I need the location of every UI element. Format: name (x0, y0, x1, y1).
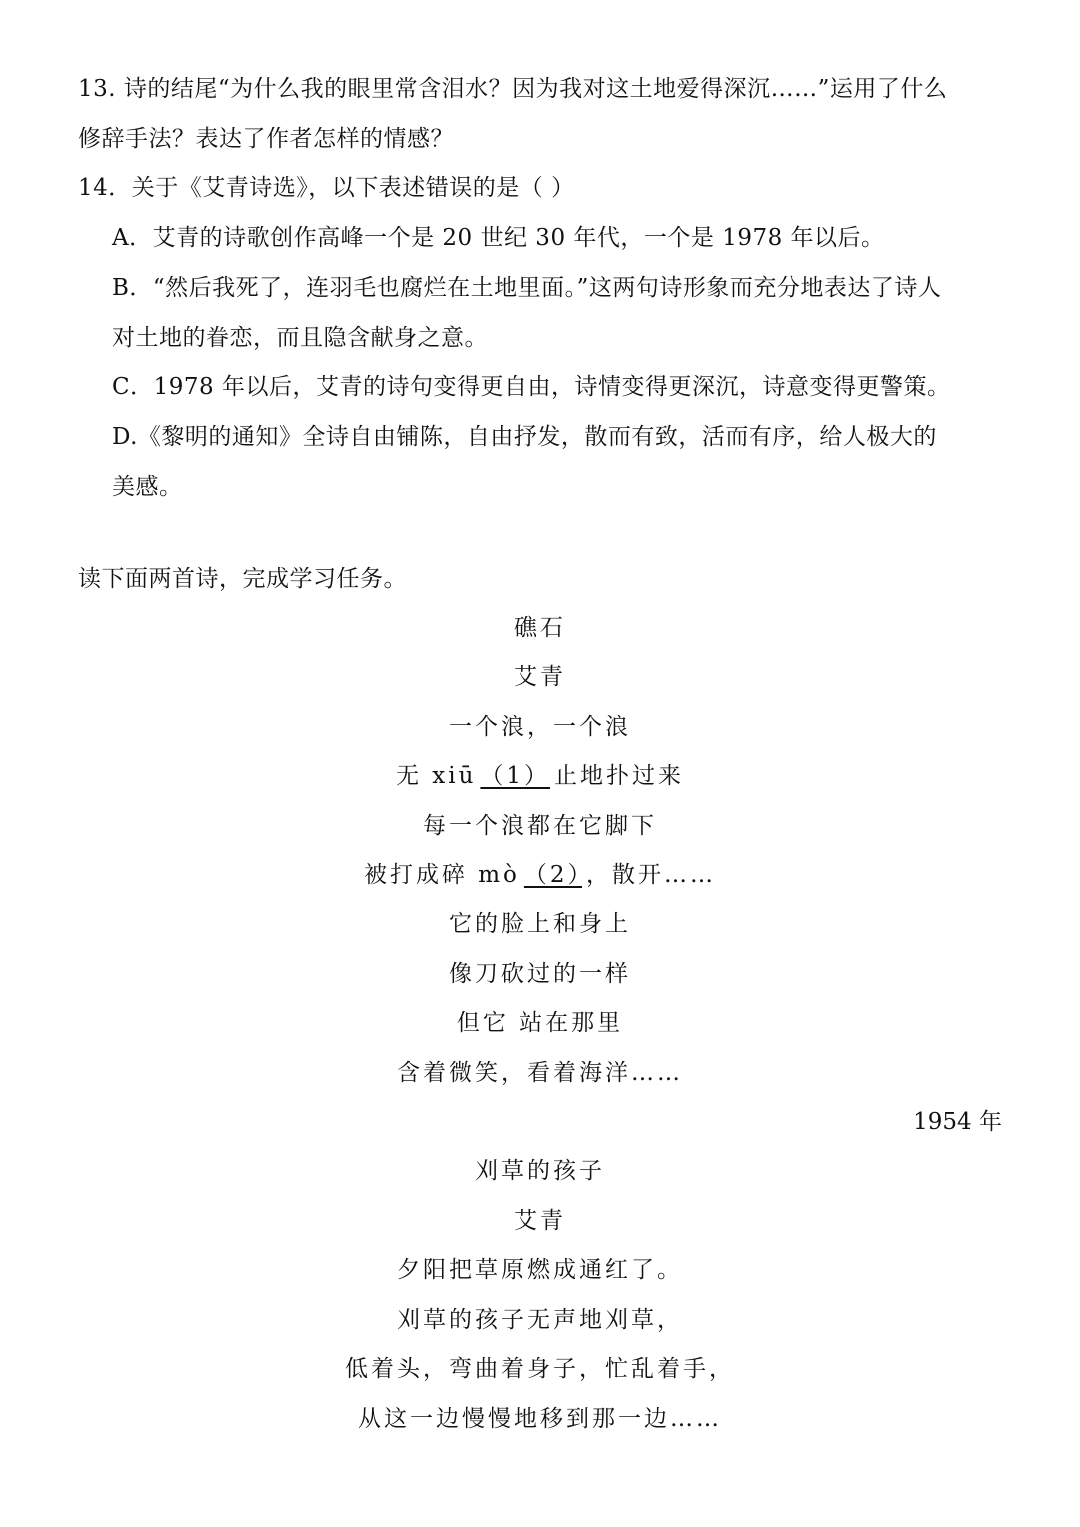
reading-instruction: 读下面两首诗，完成学习任务。 (78, 566, 407, 592)
poem-1-line-4 (0, 860, 1080, 890)
poem-1-author: 艾青 (514, 664, 566, 690)
option-b-line-2: 对土地的眷恋，而且隐含献身之意。 (112, 325, 488, 351)
poem-1-line-4-post: ，散开…… (586, 862, 717, 888)
poem-2-line-1: 夕阳把草原燃成通红了。 (397, 1257, 683, 1283)
poem-1-line-6: 像刀砍过的一样 (449, 961, 631, 987)
poem-1-line-1: 一个浪，一个浪 (449, 714, 631, 740)
poem-1-line-3: 每一个浪都在它脚下 (423, 813, 657, 839)
option-d-line-1: D.《黎明的通知》全诗自由铺陈，自由抒发，散而有致，活而有序，给人极大的 (112, 424, 937, 450)
blank-2: （2） (523, 862, 583, 888)
poem-2-line-4: 从这一边慢慢地移到那一边…… (358, 1406, 722, 1432)
poem-1-line-5: 它的脸上和身上 (449, 911, 631, 937)
question-13-line-1: 13. 诗的结尾“为什么我的眼里常含泪水？因为我对这土地爱得深沉……”运用了什么 (78, 76, 948, 102)
poem-1-line-2-post: 止地扑过来 (554, 763, 685, 789)
poem-1-line-2 (0, 761, 1080, 791)
poem-1-line-7: 但它 站在那里 (456, 1010, 624, 1036)
poem-2-line-2: 刈草的孩子无声地刈草， (397, 1307, 683, 1333)
option-a: A．艾青的诗歌创作高峰一个是 20 世纪 30 年代，一个是 1978 年以后。 (112, 225, 885, 251)
poem-2-title: 刈草的孩子 (475, 1158, 605, 1184)
option-b-line-1: B．“然后我死了，连羽毛也腐烂在土地里面。”这两句诗形象而充分地表达了诗人 (112, 275, 942, 301)
question-13-line-2: 修辞手法？表达了作者怎样的情感？ (78, 126, 454, 152)
poem-1-line-4-pre: 被打成碎 mò (363, 862, 520, 888)
poem-1-title: 礁石 (514, 615, 566, 641)
poem-1-line-2-pre: 无 xiū (395, 763, 477, 789)
poem-1-line-8: 含着微笑，看着海洋…… (397, 1060, 683, 1086)
blank-1: （1） (480, 763, 551, 789)
option-d-line-2: 美感。 (112, 474, 183, 500)
poem-1-date: 1954 年 (913, 1109, 1002, 1135)
question-14-stem: 14．关于《艾青诗选》，以下表述错误的是（ ） (78, 175, 575, 201)
option-c: C．1978 年以后，艾青的诗句变得更自由，诗情变得更深沉，诗意变得更警策。 (112, 374, 951, 400)
poem-2-author: 艾青 (514, 1208, 566, 1234)
poem-2-line-3: 低着头，弯曲着身子，忙乱着手， (345, 1356, 735, 1382)
